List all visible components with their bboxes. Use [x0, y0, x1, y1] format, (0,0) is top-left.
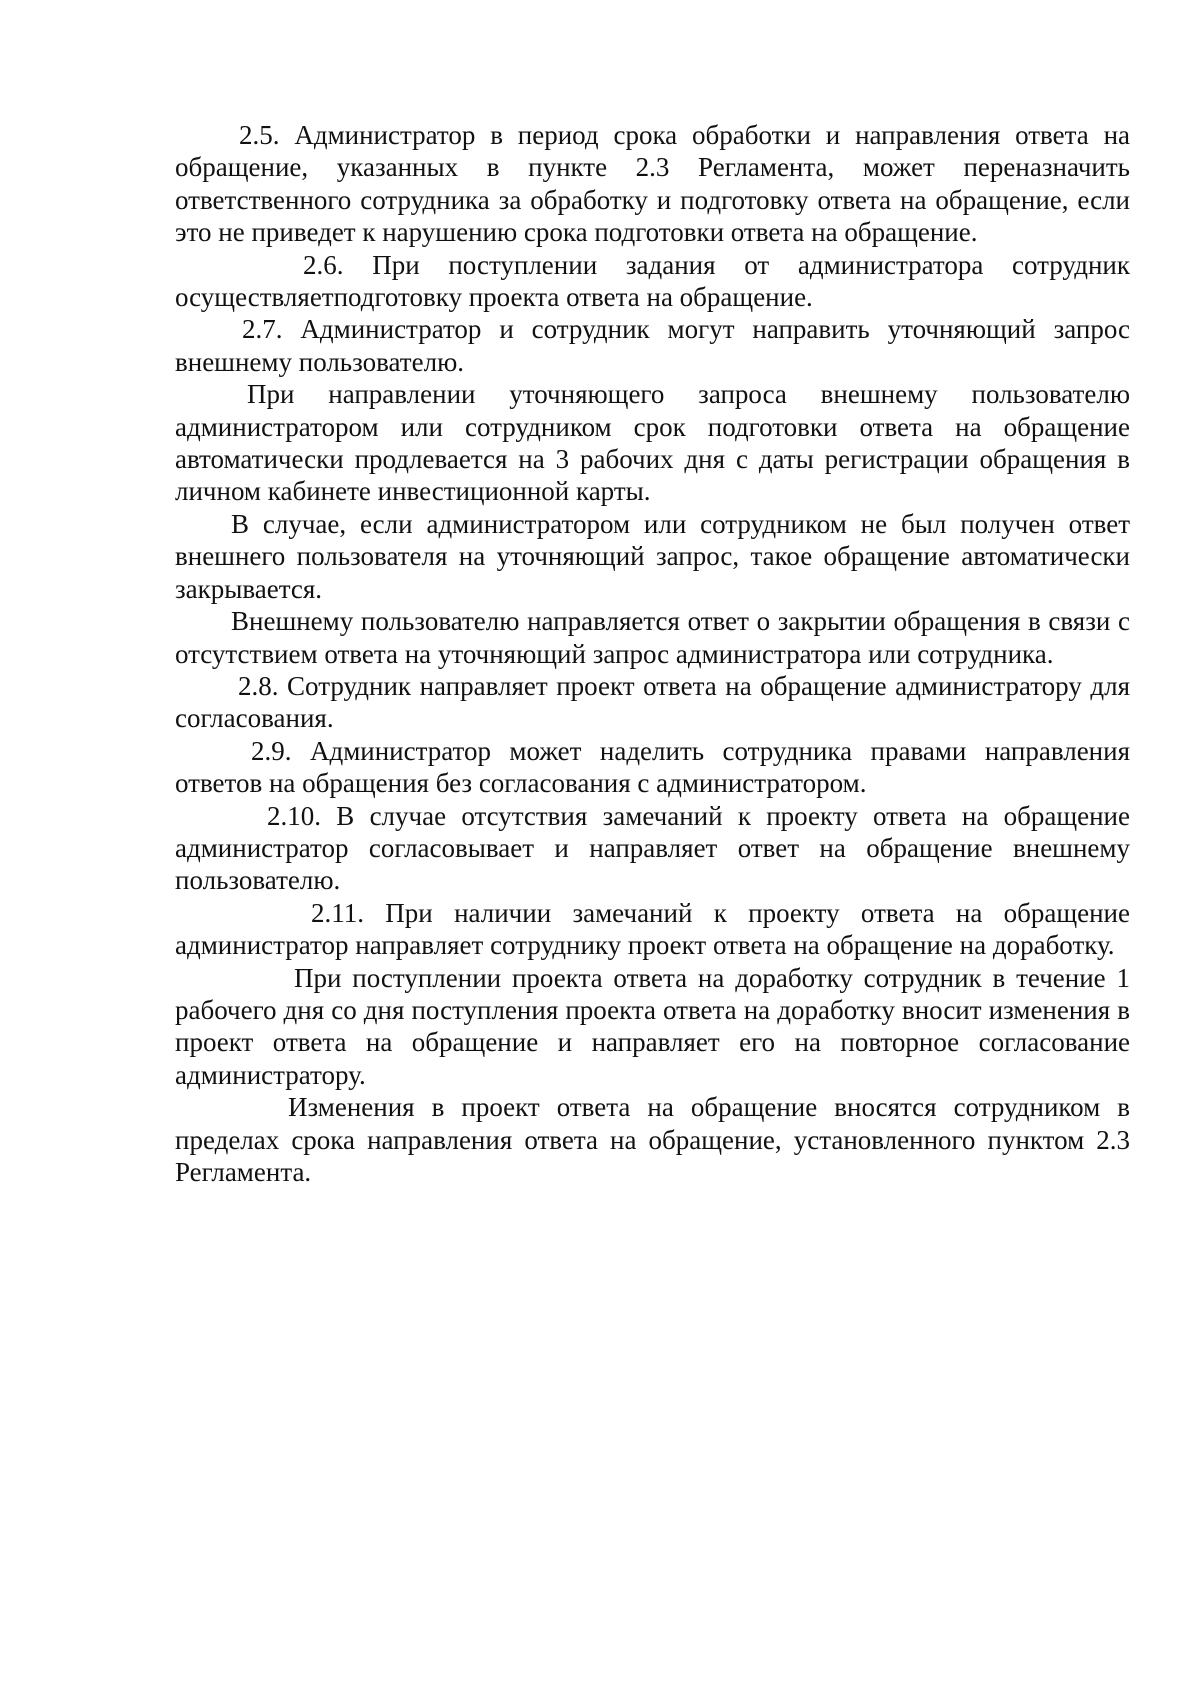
paragraph-2-5: 2.5. Администратор в период срока обработки и направления ответа на обращение, указанных в пункте 2.3 Регламента, может переназначить ответственного сотрудника за обработку и подготовку ответа на обращение, если это не приведет к нарушению срока подготовки ответа на обращение. [175, 120, 1130, 248]
paragraph-closure-notice: Внешнему пользователю направляется ответ о закрытии обращения в связи с отсутствием ответа на уточняющий запрос администратора или сотрудника. [175, 606, 1130, 669]
paragraph-changes: Изменения в проект ответа на обращение вносятся сотрудником в пределах срока направления ответа на обращение, установленного пунктом 2.3 Регламента. [175, 1092, 1130, 1187]
document-body [175, 119, 1130, 1188]
paragraph-no-response: В случае, если администратором или сотрудником не был получен ответ внешнего пользователя на уточняющий запрос, такое обращение автоматически закрывается. [175, 508, 1130, 604]
paragraph-revision: При поступлении проекта ответа на доработку сотрудник в течение 1 рабочего дня со дня поступления проекта ответа на доработку вносит изменения в проект ответа на обращение и направляет его на повторное согласование администратору. [175, 962, 1130, 1090]
paragraph-2-10: 2.10. В случае отсутствия замечаний к проекту ответа на обращение администратор согласовывает и направляет ответ на обращение внешнему пользователю. [175, 800, 1130, 896]
paragraph-2-11: 2.11. При наличии замечаний к проекту ответа на обращение администратор направляет сотруднику проект ответа на обращение на доработку. [175, 897, 1130, 961]
paragraph-2-8: 2.8. Сотрудник направляет проект ответа на обращение администратору для согласования. [175, 670, 1130, 734]
paragraph-2-7: 2.7. Администратор и сотрудник могут направить уточняющий запрос внешнему пользователю. [175, 314, 1130, 377]
paragraph-2-6: 2.6. При поступлении задания от администратора сотрудник осуществляетподготовку проекта ответа на обращение. [175, 249, 1130, 313]
paragraph-2-9: 2.9. Администратор может наделить сотрудника правами направления ответов на обращения без согласования с администратором. [175, 735, 1130, 799]
paragraph-clarifying-request: При направлении уточняющего запроса внешнему пользователю администратором или сотрудником срок подготовки ответа на обращение автоматически продлевается на 3 рабочих дня с даты регистрации обращения в личном кабинете инвестиционной карты. [175, 379, 1130, 507]
